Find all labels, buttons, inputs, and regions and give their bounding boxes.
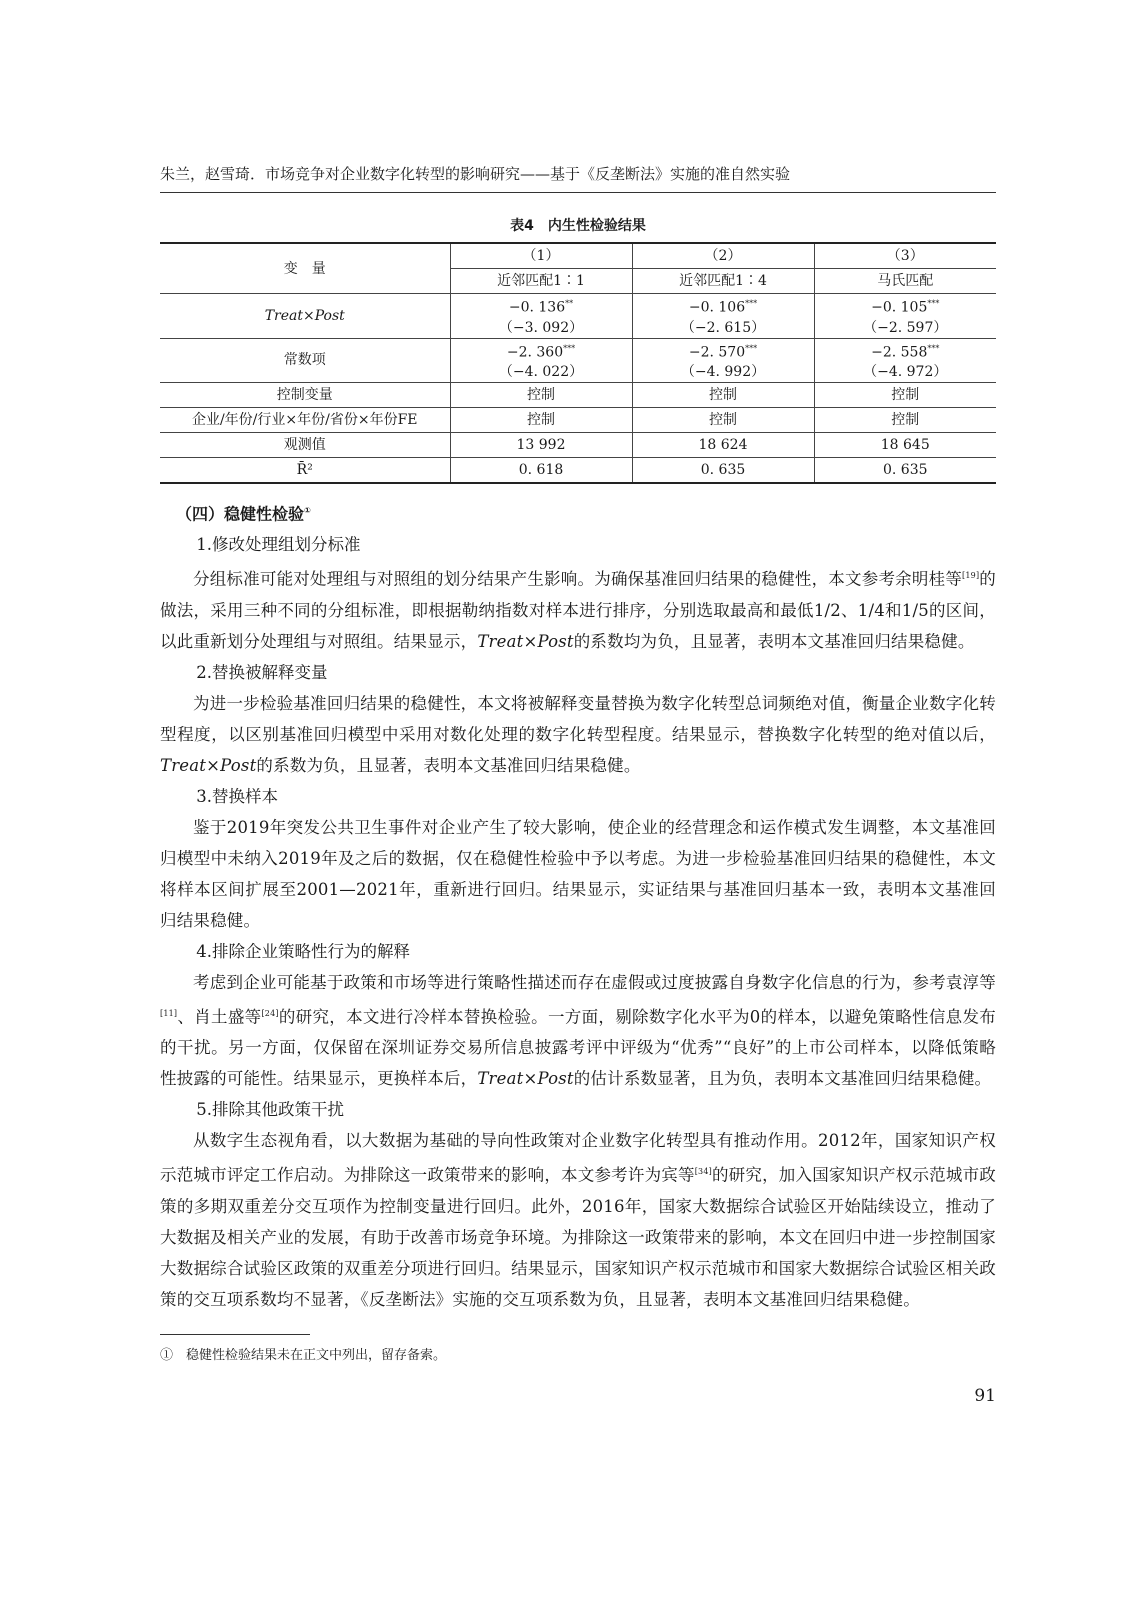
footnote: ① 稳健性检验结果未在正文中列出，留存备索。 (160, 1348, 447, 1363)
subsection-heading: 3.替换样本 (196, 786, 279, 806)
table-cell: 13 992 (450, 433, 632, 458)
citation: [34] (694, 1167, 712, 1177)
table-cell: 控制 (632, 408, 814, 433)
page-number: 91 (974, 1386, 996, 1406)
row-label-obs: 观测值 (160, 433, 450, 458)
table-cell: −0. 136** （−3. 092） (450, 294, 632, 339)
paragraph: 分组标准可能对处理组与对照组的划分结果产生影响。为确保基准回归结果的稳健性，本文参考余明桂等[19]的做法，采用三种不同的分组标准，即根据勒纳指数对样本进行排序，分别选取最高和最低1/2、1/4和1/5的区间，以此重新划分处理组与对照组。结果显示，Treat×Post的系数均为负，且显著，表明本文基准回归结果稳健。 (160, 569, 996, 651)
footnote-rule (160, 1334, 310, 1335)
col-method: 近邻匹配1∶1 (450, 269, 632, 294)
subsection-heading: 1.修改处理组划分标准 (196, 535, 361, 555)
row-label-controls: 控制变量 (160, 383, 450, 408)
table-cell: 0. 635 (814, 458, 996, 484)
results-table (160, 242, 996, 484)
col-num: （1） (450, 243, 632, 269)
citation: [19] (962, 571, 980, 581)
col-num: （2） (632, 243, 814, 269)
table-cell: −2. 570*** （−4. 992） (632, 338, 814, 383)
table-cell: 控制 (632, 383, 814, 408)
table-cell: −0. 106*** （−2. 615） (632, 294, 814, 339)
var-header: 变 量 (160, 243, 450, 294)
table-cell: 18 645 (814, 433, 996, 458)
row-label-fe: 企业/年份/行业×年份/省份×年份FE (160, 408, 450, 433)
subsection-heading: 2.替换被解释变量 (196, 662, 328, 682)
paragraph: 从数字生态视角看，以大数据为基础的导向性政策对企业数字化转型具有推动作用。2012年，国家知识产权示范城市评定工作启动。为排除这一政策带来的影响，本文参考许为宾等[34]的研究，加入国家知识产权示范城市政策的多期双重差分交互项作为控制变量进行回归。此外，2016年，国家大数据综合试验区开始陆续设立，推动了大数据及相关产业的发展，有助于改善市场竞争环境。为排除这一政策带来的影响，本文在回归中进一步控制国家大数据综合试验区政策的双重差分项进行回归。结果显示，国家知识产权示范城市和国家大数据综合试验区相关政策的交互项系数均不显著，《反垄断法》实施的交互项系数为负，且显著，表明本文基准回归结果稳健。 (160, 1131, 996, 1309)
table-cell: −2. 360*** （−4. 022） (450, 338, 632, 383)
footnote-marker: ① (304, 506, 311, 515)
table-cell: 控制 (814, 383, 996, 408)
table-cell: −0. 105*** （−2. 597） (814, 294, 996, 339)
paragraph: 鉴于2019年突发公共卫生事件对企业产生了较大影响，使企业的经营理念和运作模式发生调整，本文基准回归模型中未纳入2019年及之后的数据，仅在稳健性检验中予以考虑。为进一步检验基准回归结果的稳健性，本文将样本区间扩展至2001—2021年，重新进行回归。结果显示，实证结果与基准回归基本一致，表明本文基准回归结果稳健。 (160, 817, 996, 930)
table-cell: 控制 (450, 383, 632, 408)
subsection-heading: 4.排除企业策略性行为的解释 (196, 941, 411, 961)
row-label-r2: R̄² (160, 458, 450, 484)
citation: [24] (261, 1008, 279, 1018)
table-cell: 控制 (814, 408, 996, 433)
table-cell: 0. 635 (632, 458, 814, 484)
citation: [11] (160, 1008, 178, 1018)
paragraph: 为进一步检验基准回归结果的稳健性，本文将被解释变量替换为数字化转型总词频绝对值，衡量企业数字化转型程度，以区别基准回归模型中采用对数化处理的数字化转型程度。结果显示，替换数字化转型的绝对值以后，Treat×Post的系数为负，且显著，表明本文基准回归结果稳健。 (160, 693, 996, 775)
table-title: 表4 内生性检验结果 (510, 218, 646, 234)
running-header: 朱兰，赵雪琦．市场竞争对企业数字化转型的影响研究——基于《反垄断法》实施的准自然实验 (160, 162, 996, 193)
section-heading: （四）稳健性检验① (176, 504, 311, 524)
paragraph: 考虑到企业可能基于政策和市场等进行策略性描述而存在虚假或过度披露自身数字化信息的行为，参考袁淳等[11]、肖土盛等[24]的研究，本文进行冷样本替换检验。一方面，剔除数字化水平为0的样本，以避免策略性信息发布的干扰。另一方面，仅保留在深圳证券交易所信息披露考评中评级为“优秀”“良好”的上市公司样本，以降低策略性披露的可能性。结果显示，更换样本后，Treat×Post的估计系数显著，且为负，表明本文基准回归结果稳健。 (160, 972, 996, 1089)
table-cell: 0. 618 (450, 458, 632, 484)
row-label-treat: Treat×Post (160, 294, 450, 339)
row-label-const: 常数项 (160, 338, 450, 383)
col-method: 近邻匹配1∶4 (632, 269, 814, 294)
subsection-heading: 5.排除其他政策干扰 (196, 1100, 345, 1120)
table-cell: 18 624 (632, 433, 814, 458)
col-num: （3） (814, 243, 996, 269)
body-text (160, 495, 996, 1315)
table-cell: 控制 (450, 408, 632, 433)
col-method: 马氏匹配 (814, 269, 996, 294)
table-cell: −2. 558*** （−4. 972） (814, 338, 996, 383)
